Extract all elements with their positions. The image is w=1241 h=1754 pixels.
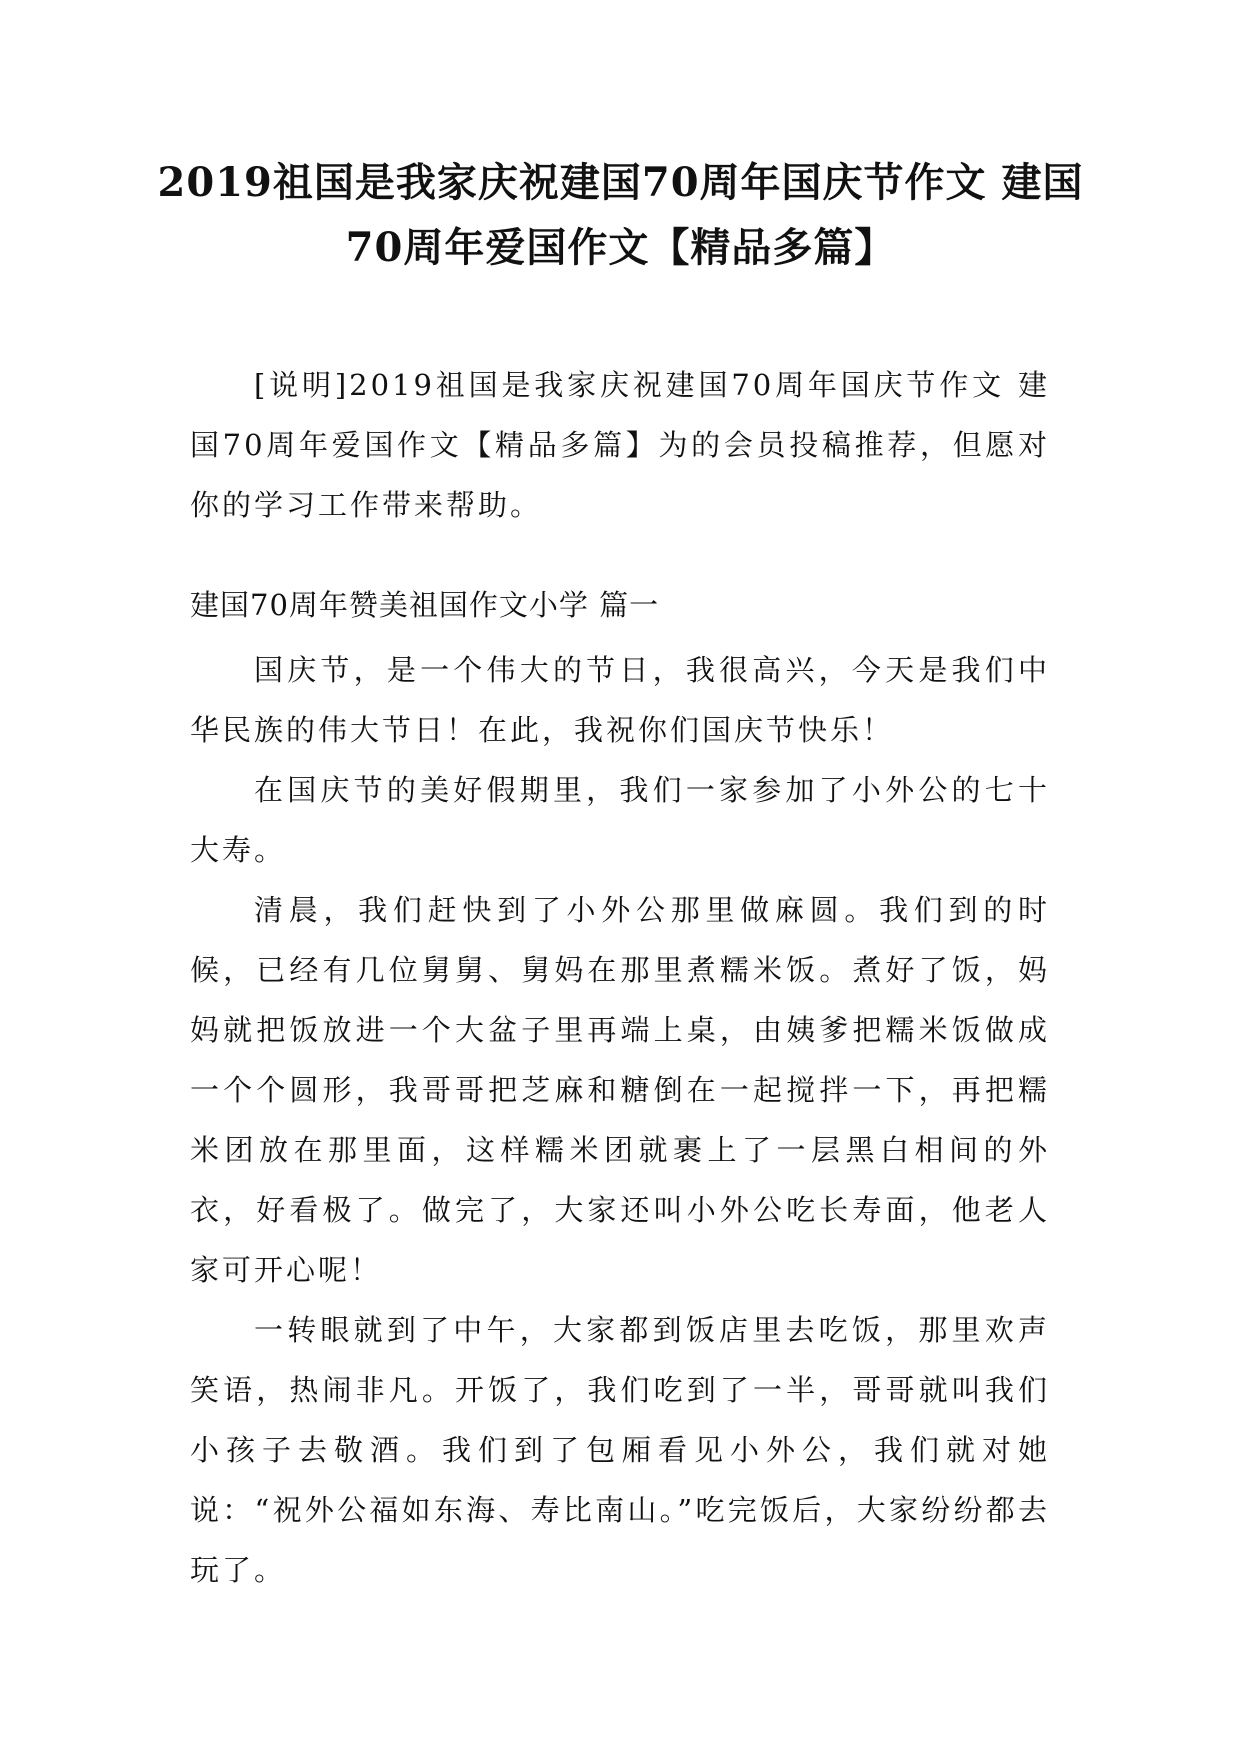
section-heading: 建国70周年赞美祖国作文小学 篇一 [190,588,660,622]
document-title: 2019祖国是我家庆祝建国70周年国庆节作文 建国70周年爱国作文【精品多篇】 [157,159,1084,271]
essay-paragraph: 国庆节，是一个伟大的节日，我很高兴，今天是我们中华民族的伟大节日！在此，我祝你们国庆节快乐！ [190,653,1050,747]
essay-paragraph: 一转眼就到了中午，大家都到饭店里去吃饭，那里欢声笑语，热闹非凡。开饭了，我们吃到了一半，哥哥就叫我们小孩子去敬酒。我们到了包厢看见小外公，我们就对她说：“祝外公福如东海、寿比南山。”吃完饭后，大家纷纷都去玩了。 [190,1313,1050,1587]
essay-paragraph: 在国庆节的美好假期里，我们一家参加了小外公的七十大寿。 [190,773,1050,867]
essay-body [190,640,1050,1600]
essay-paragraph: 清晨，我们赶快到了小外公那里做麻圆。我们到的时候，已经有几位舅舅、舅妈在那里煮糯米饭。煮好了饭，妈妈就把饭放进一个大盆子里再端上桌，由姨爹把糯米饭做成一个个圆形，我哥哥把芝麻和糖倒在一起搅拌一下，再把糯米团放在那里面，这样糯米团就裹上了一层黑白相间的外衣，好看极了。做完了，大家还叫小外公吃长寿面，他老人家可开心呢！ [190,893,1050,1287]
intro-paragraph: [说明]2019祖国是我家庆祝建国70周年国庆节作文 建国70周年爱国作文【精品多篇】为的会员投稿推荐，但愿对你的学习工作带来帮助。 [190,368,1050,522]
